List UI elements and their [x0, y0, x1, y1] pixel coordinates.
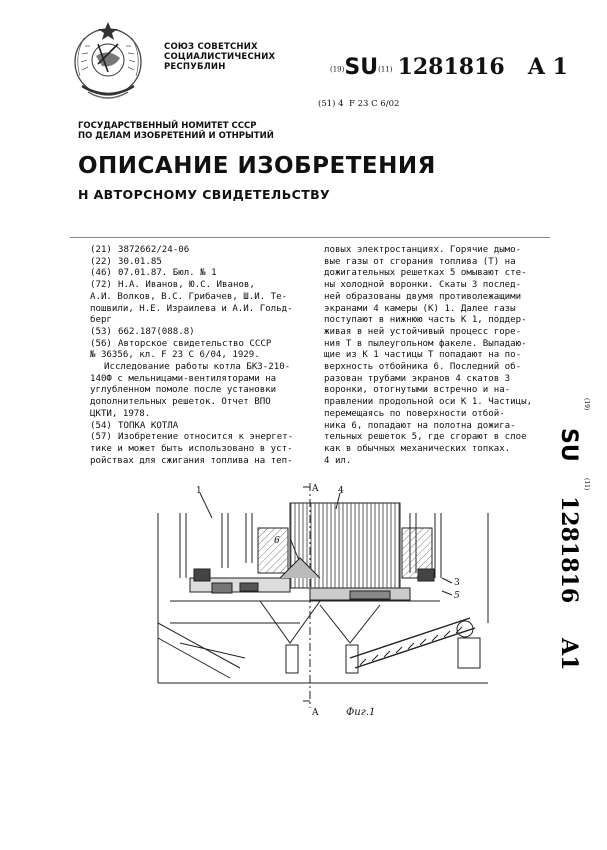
drawing-label-6: 6: [274, 536, 280, 546]
abstract-line: 4 ил.: [324, 455, 352, 466]
biblio-row: А.И. Волков, В.С. Грибачев, Ш.И. Те-: [90, 291, 288, 302]
abstract-line: ны холодной воронки. Скаты 3 послед-: [324, 280, 522, 291]
section-a-top: A: [312, 484, 319, 494]
abstract-line: ника 6, попадают на полотна дожига-: [324, 420, 516, 431]
gov-union-name: [164, 42, 275, 72]
ipc-value: F 23 C 6/02: [348, 99, 400, 109]
biblio-row: (21) 3872662/24-06: [90, 245, 190, 255]
biblio-row: дополнительных решеток. Отчет ВПО: [90, 397, 271, 408]
biblio-row: № 36356, кл. F 23 C 6/04, 1929.: [90, 350, 260, 361]
abstract-line: перемещаясь по поверхности отбой-: [324, 408, 505, 419]
biblio-row: (22) 30.01.85: [90, 256, 162, 267]
bibliographic-data: [90, 245, 308, 467]
side-publication-stamp: [548, 398, 590, 688]
patent-number: 1281816: [397, 54, 505, 80]
biblio-row: берг: [90, 315, 112, 326]
abstract-line: ловых электростанциях. Горячие дымо-: [324, 245, 522, 255]
divider: [70, 237, 550, 238]
abstract-line: дожигательных решетках 5 омывают сте-: [324, 268, 527, 279]
abstract-line: правлении продольной оси К 1. Частицы,: [324, 397, 533, 408]
abstract-line: ния Т в пылеугольном факеле. Выпадаю-: [324, 338, 527, 349]
committee-name: [78, 121, 274, 141]
abstract-line: воронки, отогнутыми встречно и на-: [324, 385, 511, 396]
side-inid-19: (19): [583, 398, 590, 411]
biblio-row: Исследование работы котла БКЗ-210-: [104, 362, 291, 373]
biblio-row: (56) Авторское свидетельство СССР: [90, 338, 272, 349]
biblio-row: пошвили, Н.Е. Израилева и А.И. Гольд-: [90, 303, 293, 314]
abstract-line: живая в ней устойчивый процесс горе-: [324, 326, 522, 337]
side-kind: A1: [556, 638, 582, 671]
drawing-label-3: 3: [454, 578, 460, 588]
inid-11: (11): [378, 65, 393, 74]
gov-line: СОЮЗ СОВЕТСНИХ: [164, 42, 258, 52]
drawing-label-5: 5: [454, 591, 460, 601]
publication-number: [330, 54, 568, 80]
ipc-classification: [318, 99, 399, 109]
biblio-row: (53) 662.187(088.8): [90, 326, 195, 337]
abstract-line: щие из К 1 частицы Т попадают на по-: [324, 350, 522, 361]
abstract-line: как в обычных механических топках.: [324, 443, 511, 454]
abstract-line: вые газы от сгорания топлива (Т) на: [324, 256, 516, 267]
document-title: ОПИСАНИЕ ИЗОБРЕТЕНИЯ: [78, 153, 436, 179]
abstract-line: поступают в нижнюю часть К 1, поддер-: [324, 315, 527, 326]
abstract-line: разован трубами экранов 4 скатов 3: [324, 373, 511, 384]
abstract-line: экранами 4 камеры (К) 1. Далее газы: [324, 303, 516, 314]
side-country: SU: [556, 428, 581, 462]
document-subtitle: Н АВТОРСНОМУ СВИДЕТЕЛЬСТВУ: [78, 187, 331, 202]
gov-line: СОЦИАЛИСТИЧЕСНИХ: [164, 52, 276, 62]
abstract-line: тельных решеток 5, где сгорают в слое: [324, 432, 527, 443]
abstract-line: ройствах для сжигания топлива на теп-: [90, 455, 293, 466]
country-code: SU: [344, 55, 379, 80]
committee-line: ГОСУДАРСТВЕННЫЙ НОМИТЕТ СССР: [78, 121, 257, 131]
biblio-row: (46) 07.01.87. Бюл. № 1: [90, 268, 217, 279]
abstract-continued: [324, 245, 552, 467]
abstract-line: ней образованы двумя противолежащими: [324, 291, 522, 302]
drawing-label-1: 1: [196, 486, 202, 496]
biblio-row: ЦКТИ, 1978.: [90, 408, 151, 419]
furnace-drawing: [150, 483, 510, 718]
committee-line: ПО ДЕЛАМ ИЗОБРЕТЕНИЙ И ОТНРЫТИЙ: [78, 131, 274, 141]
figure-caption: Фиг.1: [346, 707, 376, 718]
section-a-bottom: A: [312, 708, 319, 718]
kind-code: A 1: [527, 54, 568, 80]
abstract-line: (57) Изобретение относится к энергет-: [90, 432, 294, 443]
abstract-line: тике и может быть использовано в уст-: [90, 443, 293, 454]
left-column: [90, 245, 308, 467]
invention-title: (54) ТОПКА КОТЛА: [90, 420, 179, 431]
inid-19: (19): [330, 65, 345, 74]
ussr-emblem: [68, 16, 148, 104]
side-inid-11: (11): [583, 478, 590, 491]
side-number: 1281816: [556, 496, 582, 604]
biblio-row: углубленном помоле после установки: [90, 385, 277, 396]
biblio-row: (72) Н.А. Иванов, Ю.С. Иванов,: [90, 280, 255, 291]
inid-51: (51) 4: [318, 99, 344, 109]
gov-line: РЕСПУБЛИН: [164, 62, 226, 72]
drawing-label-4: 4: [338, 486, 344, 496]
biblio-row: 140Ф с мельницами-вентиляторами на: [90, 373, 277, 384]
abstract-line: верхность отбойника 6. Последний об-: [324, 362, 522, 373]
